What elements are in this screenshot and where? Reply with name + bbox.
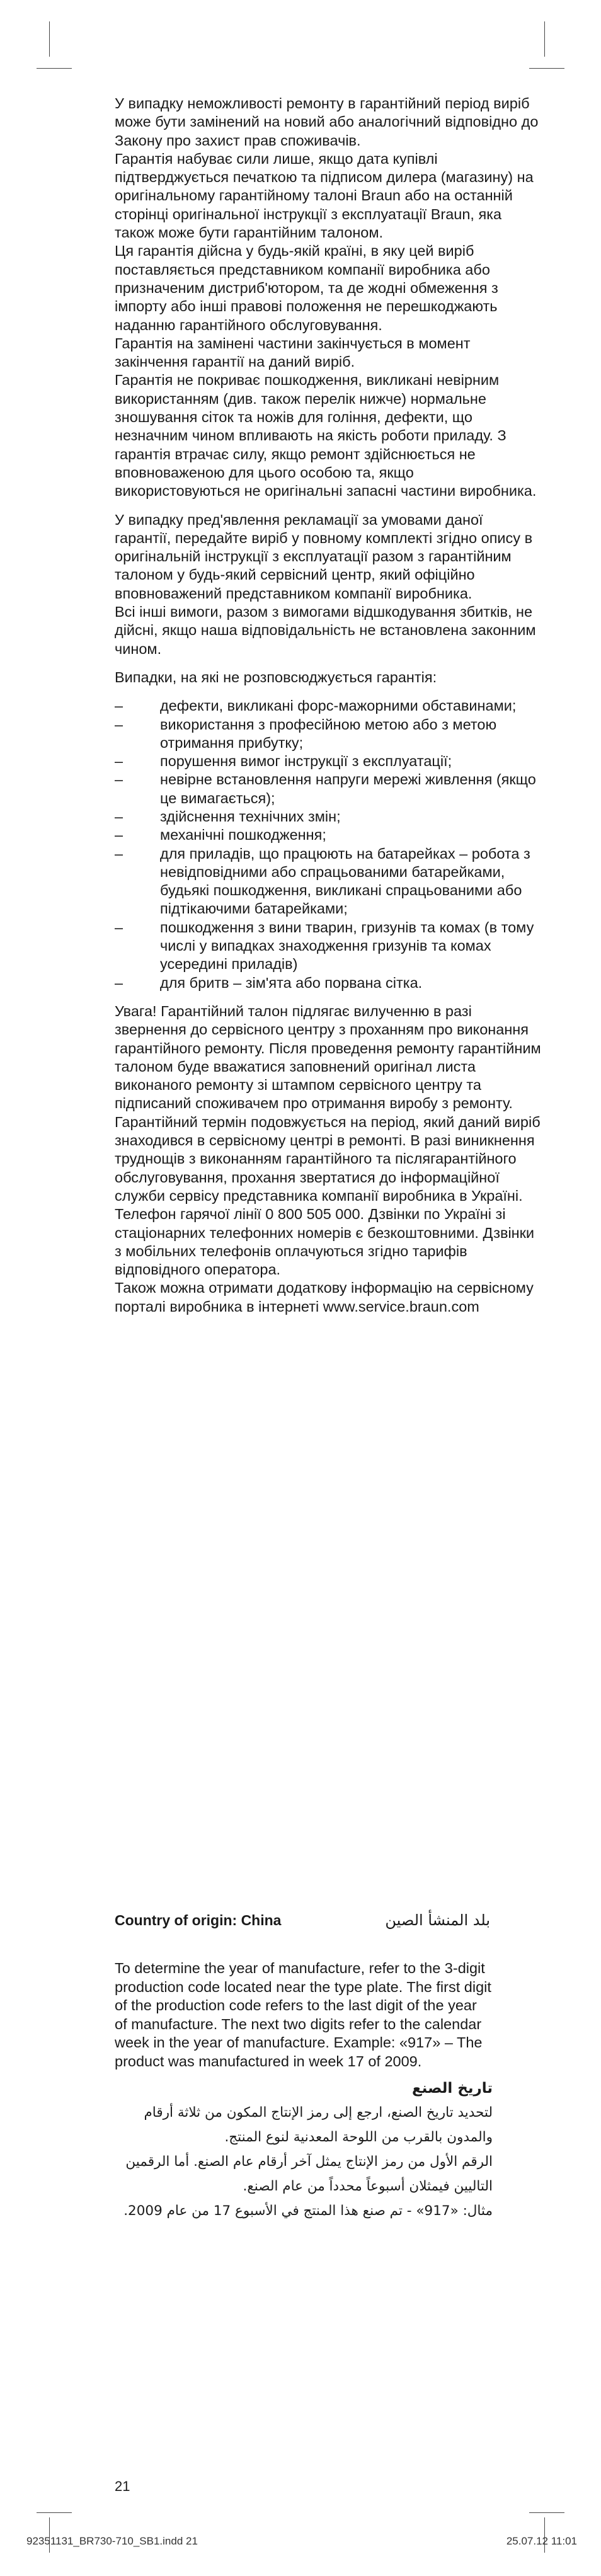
list-item: – використання з професійною метою або з метою отримання прибутку; [115,716,497,751]
print-slug-date: 25.07.12 11:01 [506,2535,577,2547]
arabic-heading: تاريخ الصنع [411,2080,493,2097]
origin-arabic: بلد المنشأ الصين [385,1911,490,1929]
paragraph: У випадку неможливості ремонту в гарантійний період виріб може бути замінений на новий або аналогічний відповідно до Закону про захист прав споживачів. [115,95,539,149]
crop-mark [37,68,72,69]
paragraph: Телефон гарячої лінії 0 800 505 000. Дзвінки по Україні зі стаціонарних телефонних номерів є безкоштовними. Дзвінки з мобільних телефонів оплачуються згідно тарифів відповідного оператора. [115,1206,535,1278]
crop-mark [49,21,50,57]
excluded-cases-list [115,697,543,992]
production-code-arabic [115,2080,493,2223]
production-code-english: To determine the year of manufacture, refer to the 3-digit production code located near the type plate. The first digit of the production code refers to the last digit of the year of manufacture. The next two digits refer to the calendar week in the year of manufacture. Example: «917» – The product was manufactured in week 17 of 2009. [115,1960,491,2069]
crop-mark [529,2512,564,2513]
cases-intro: Випадки, на які не розповсюджується гарантія: [115,668,437,685]
crop-mark [544,21,545,57]
warranty-text [115,94,543,1316]
paragraph: Гарантія на замінені частини закінчується в момент закінчення гарантії на даний виріб. [115,335,471,370]
paragraph: الرقم الأول من رمز الإنتاج يمثل آخر أرقام عام الصنع. أما الرقمين التاليين فيمثلان أسبوعاً محدداً من عام الصنع. [125,2154,493,2194]
paragraph: Ця гарантія дійсна у будь-якій країні, в яку цей виріб поставляється представником компанії виробника або призначеним дистриб'ютором, та де жодні обмеження з імпорту або інші правові положення не перешкоджають наданню гарантійного обслуговування. [115,243,498,333]
crop-mark [529,68,564,69]
paragraph: Увага! Гарантійний талон підлягає вилученню в разі звернення до сервісного центру з проханням про виконання гарантійного ремонту. Після проведення ремонту гарантійним талоном буде вважатися заповнений оригінал листа виконаного ремонту зі штампом сервісного центру та підписаний споживачем про отримання виробу з ремонту. Гарантійний термін подовжується на період, який даний виріб знаходився в сервісному центрі в ремонті. В разі виникнення труднощів з виконанням гарантійного та післягарантійного обслуговування, прохання звертатися до інформаційної служби сервісу представника компанії виробника в Україні. [115,1002,541,1204]
list-item: – порушення вимог інструкції з експлуатації; [115,753,452,770]
list-item: – пошкодження з вини тварин, гризунів та комах (в тому числі у випадках знаходження гризунів та комах усередині приладів) [115,919,534,973]
crop-mark [37,2512,72,2513]
list-item: – здійснення технічних змін; [115,808,341,825]
warranty-block-1 [115,94,543,501]
country-of-origin [115,1911,490,1929]
print-slug-file: 92351131_BR730-710_SB1.indd 21 [26,2535,198,2547]
origin-english: Country of origin: China [115,1912,282,1928]
list-item: – невірне встановлення напруги мережі живлення (якщо це вимагається); [115,771,536,806]
list-item: – дефекти, викликані форс-мажорними обставинами; [115,697,517,714]
warranty-block-2 [115,511,543,658]
warranty-block-3 [115,1002,543,1316]
paragraph: Всі інші вимоги, разом з вимогами відшкодування збитків, не дійсні, якщо наша відповідальність не встановлена законним чином. [115,604,536,657]
paragraph: Гарантія набуває сили лише, якщо дата купівлі підтверджується печаткою та підписом дилера (магазину) на оригінальному гарантійному талоні Braun або на останній сторінці оригінальної інструкції з експлуатації Braun, яка також може бути гарантійним талоном. [115,150,534,241]
paragraph: Гарантія не покриває пошкодження, викликані невірним використанням (див. також перелік нижче) нормальне зношування сіток та ножів для гоління, дефекти, що незначним чином впливають на якість роботи приладу. З гарантія втрачає силу, якщо ремонт здійснюється не вповноваженою для цього особою та, якщо використовуються не оригінальні запасні частини виробника. [115,372,537,500]
list-item: – механічні пошкодження; [115,827,326,844]
paragraph: У випадку пред'явлення рекламації за умовами даної гарантії, передайте виріб у повному комплекті згідно опису в оригінальній інструкції з експлуатації разом з гарантійним талоном у будь-який сервісний центр, який офіційно вповноважений представником компанії виробника. [115,511,533,602]
paragraph: Також можна отримати додаткову інформацію на сервісному порталі виробника в інтернеті www.service.braun.com [115,1279,534,1315]
page-number: 21 [115,2478,130,2494]
paragraph: لتحديد تاريخ الصنع، ارجع إلى رمز الإنتاج المكون من ثلاثة أرقام والمدون بالقرب من اللوحة المعدنية لنوع المنتج. [144,2105,493,2145]
list-item: – для бритв – зім'ята або порвана сітка. [115,974,423,991]
list-item: – для приладів, що працюють на батарейках – робота з невідповідними або спрацьованими батарейками, будьякі пошкодження, викликані спрацьованими або підтікаючими батарейками; [115,845,530,917]
paragraph: مثال: «917» - تم صنع هذا المنتج في الأسبوع 17 من عام 2009. [123,2203,493,2219]
